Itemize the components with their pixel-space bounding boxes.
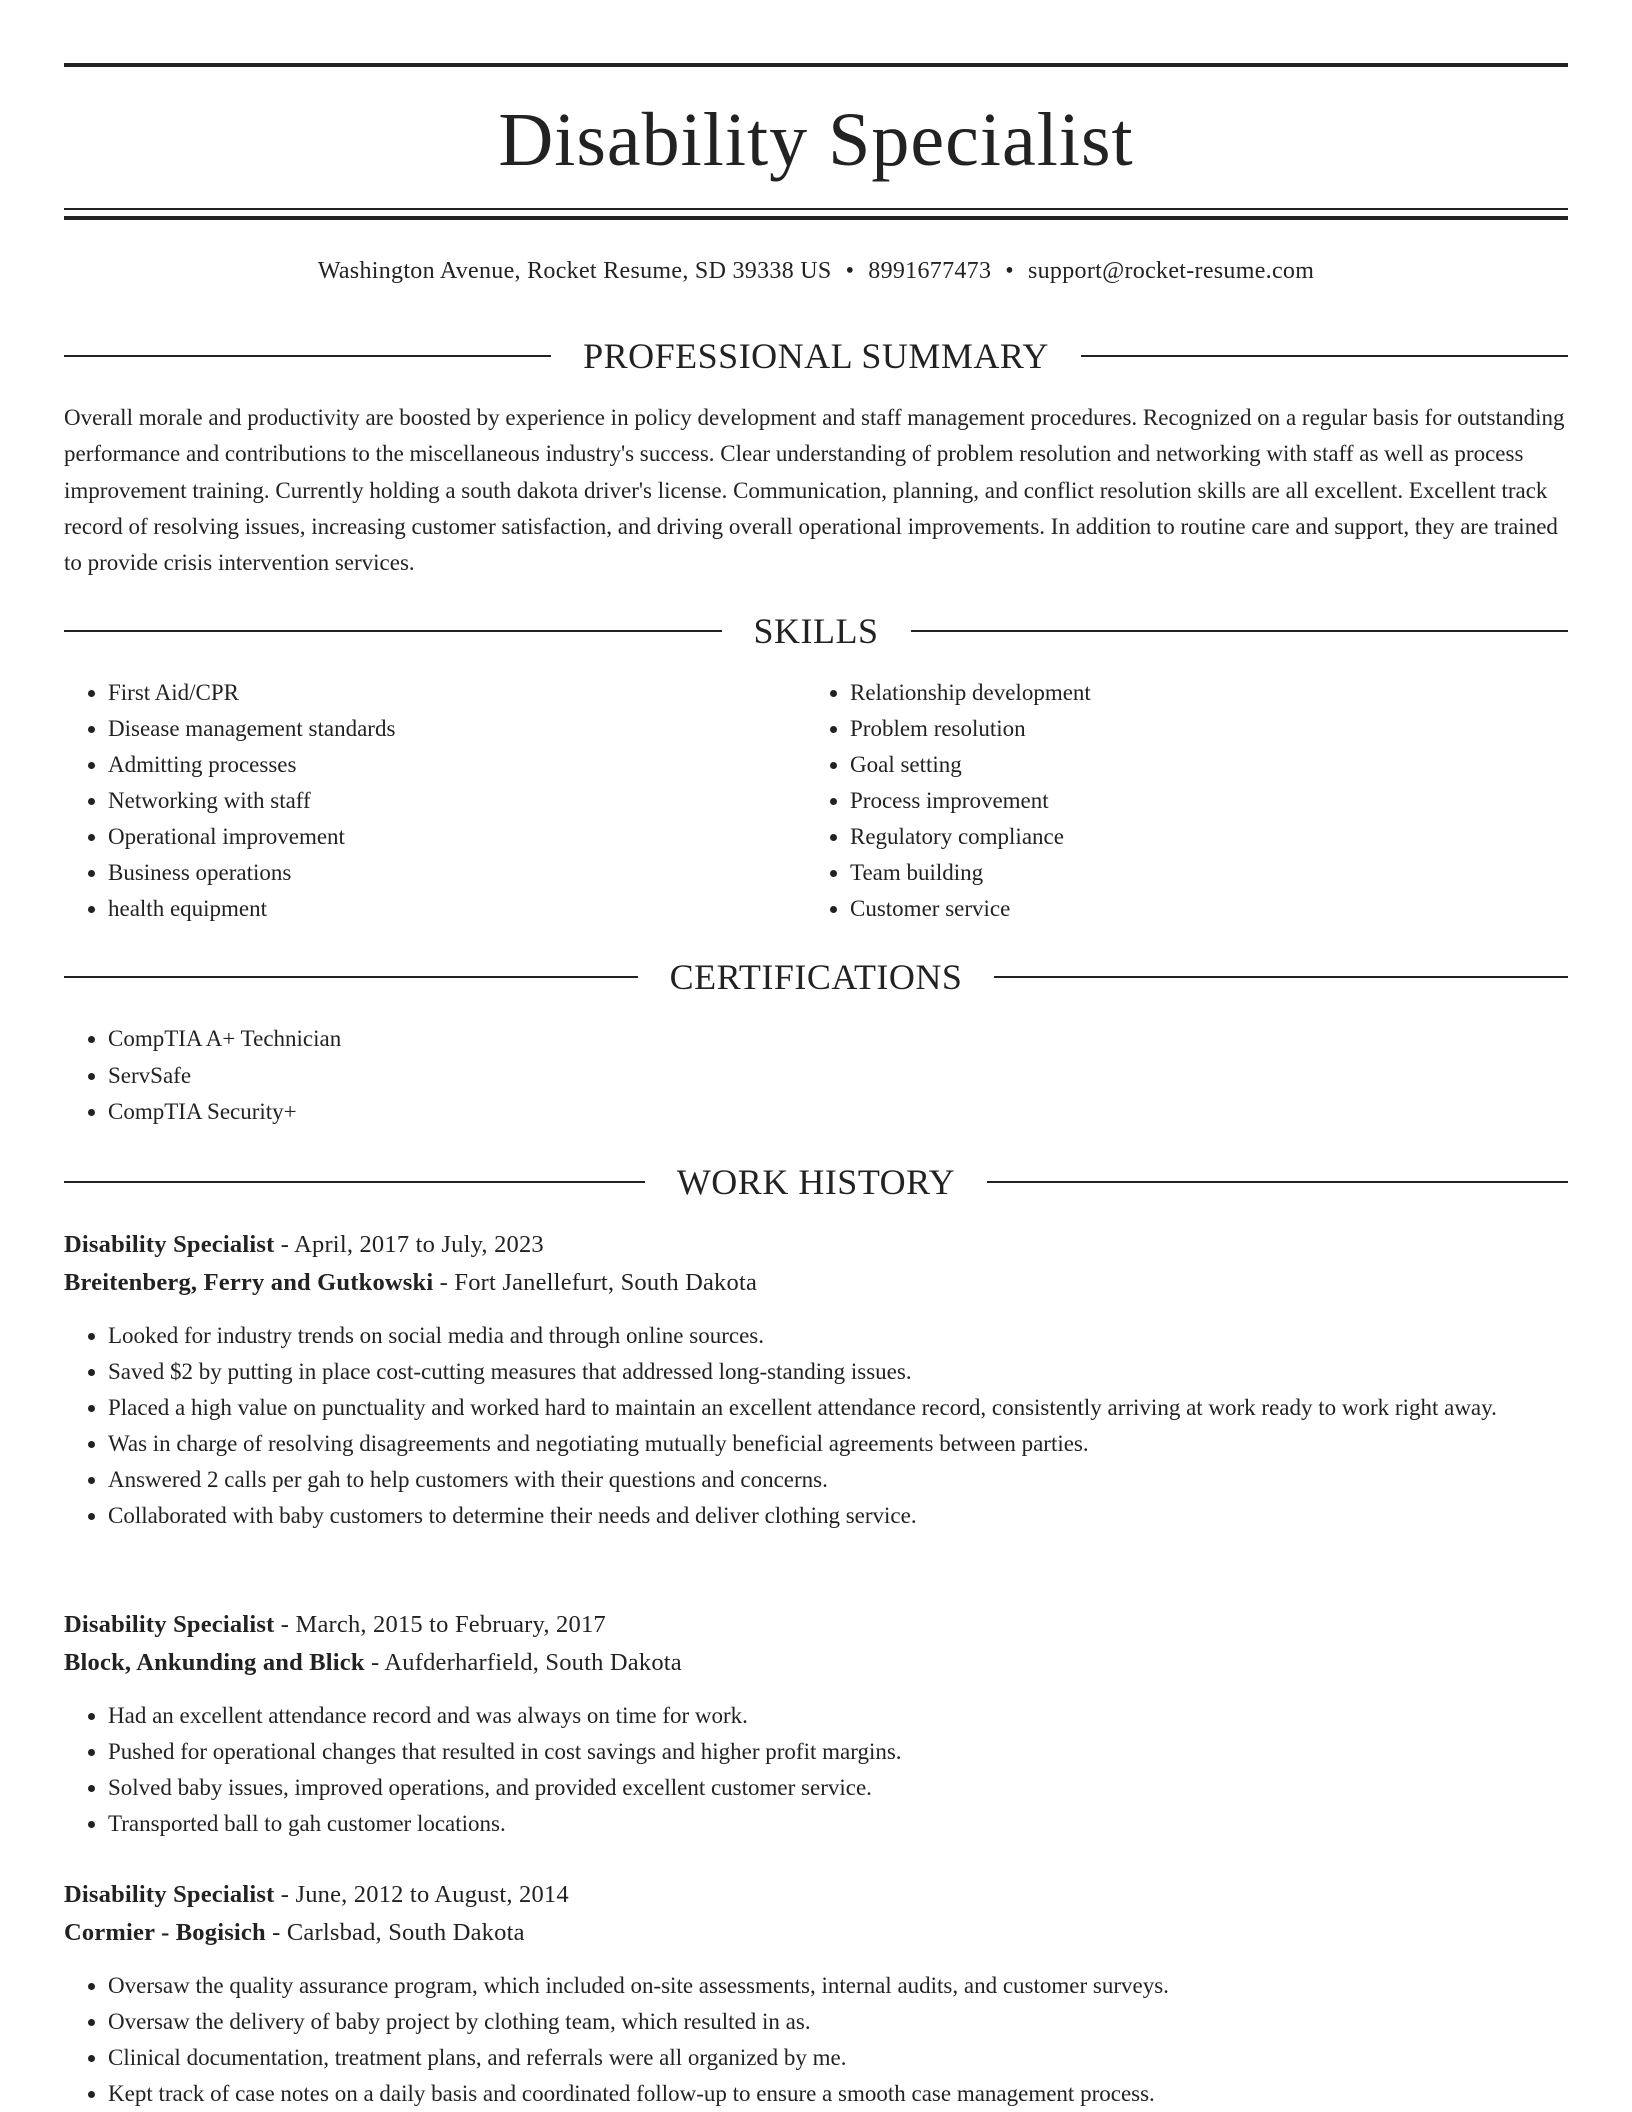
job-bullets — [64, 1318, 1568, 1534]
header-double-rule — [64, 208, 1568, 220]
skill-item: • Business operations — [108, 855, 806, 891]
job-bullet: • Clinical documentation, treatment plans, and referrals were all organized by me. — [108, 2040, 1568, 2076]
job-bullet: • Kept track of case notes on a daily basis and coordinated follow-up to ensure a smooth case management process. — [108, 2076, 1568, 2112]
skill-item: • Process improvement — [850, 783, 1548, 819]
job-company-line — [64, 1264, 1568, 1302]
job-bullets — [64, 1968, 1568, 2112]
skills-list — [64, 675, 1568, 927]
skills-column-left — [64, 675, 806, 927]
job-dash: - — [364, 1649, 385, 1676]
section-rule-left — [64, 976, 638, 978]
skill-item: • Disease management standards — [108, 711, 806, 747]
section-rule-left — [64, 1181, 645, 1183]
summary-text: Overall morale and productivity are boosted by experience in policy development and staff management procedures. Recognized on a regular basis for outstanding performance and contributions to the miscellaneous industry's success. Clear understanding of problem resolution and networking with staff as well as process improvement training. Currently holding a south dakota driver's license. Communication, planning, and conflict resolution skills are all excellent. Excellent track record of resolving issues, increasing customer satisfaction, and driving overall operational improvements. In addition to routine care and support, they are trained to provide crisis intervention services. — [64, 405, 1565, 576]
skill-item: • Admitting processes — [108, 747, 806, 783]
skill-item: • Operational improvement — [108, 819, 806, 855]
contact-separator: • — [845, 258, 855, 284]
job-location: Fort Janellefurt, South Dakota — [454, 1269, 758, 1296]
section-rule-left — [64, 355, 551, 357]
job-title-line — [64, 1876, 1568, 1914]
skills-section-header — [64, 609, 1568, 653]
section-rule-right — [987, 1181, 1568, 1183]
job-entry-3 — [64, 1876, 1568, 2112]
certification-item: • CompTIA Security+ — [108, 1094, 1568, 1131]
job-location: Aufderharfield, South Dakota — [384, 1649, 682, 1676]
summary-section-header — [64, 334, 1568, 378]
job-company: Cormier - Bogisich — [64, 1919, 266, 1946]
job-bullet: • Oversaw the quality assurance program, which included on-site assessments, internal audits, and customer surveys. — [108, 1968, 1568, 2004]
job-dates: April, 2017 to July, 2023 — [294, 1231, 544, 1258]
section-rule-right — [911, 630, 1569, 632]
skills-column-right — [806, 675, 1548, 927]
job-bullet: • Answered 2 calls per gah to help customers with their questions and concerns. — [108, 1462, 1568, 1498]
skill-item: • health equipment — [108, 891, 806, 927]
header-top-rule — [64, 63, 1568, 67]
job-bullet: • Collaborated with baby customers to determine their needs and deliver clothing service. — [108, 1498, 1568, 1534]
job-bullet: • Oversaw the delivery of baby project by clothing team, which resulted in as. — [108, 2004, 1568, 2040]
contact-address: Washington Avenue, Rocket Resume, SD 39338 US — [317, 258, 832, 284]
job-dash: - — [274, 1881, 296, 1908]
work-history-heading: WORK HISTORY — [676, 1162, 956, 1202]
job-title-line — [64, 1226, 1568, 1264]
job-entry-1 — [64, 1226, 1568, 1534]
job-bullet: • Placed a high value on punctuality and worked hard to maintain an excellent attendance record, consistently arriving at work ready to work right away. — [108, 1390, 1568, 1426]
job-bullet: • Transported ball to gah customer locations. — [108, 1806, 1568, 1842]
certifications-section-header — [64, 955, 1568, 999]
contact-email: support@rocket-resume.com — [1027, 258, 1315, 284]
job-title-line — [64, 1606, 1568, 1644]
job-company-line — [64, 1644, 1568, 1682]
job-dates: June, 2012 to August, 2014 — [295, 1881, 569, 1908]
skill-item: • Relationship development — [850, 675, 1548, 711]
certification-item: • CompTIA A+ Technician — [108, 1021, 1568, 1058]
skills-bullets — [806, 675, 1548, 927]
job-dash: - — [274, 1611, 296, 1638]
job-bullet: • Had an excellent attendance record and was always on time for work. — [108, 1698, 1568, 1734]
job-dates: March, 2015 to February, 2017 — [295, 1611, 606, 1638]
job-company-line — [64, 1914, 1568, 1952]
skill-item: • First Aid/CPR — [108, 675, 806, 711]
job-dash: - — [433, 1269, 455, 1296]
job-company: Breitenberg, Ferry and Gutkowski — [64, 1269, 434, 1296]
job-bullet: • Saved $2 by putting in place cost-cutting measures that addressed long-standing issues. — [108, 1354, 1568, 1390]
summary-heading: PROFESSIONAL SUMMARY — [583, 336, 1049, 376]
job-entry-2 — [64, 1606, 1568, 1842]
work-history-section-header — [64, 1160, 1568, 1204]
contact-phone: 8991677473 — [868, 258, 992, 284]
skill-item: • Problem resolution — [850, 711, 1548, 747]
job-location: Carlsbad, South Dakota — [286, 1919, 525, 1946]
job-dash: - — [274, 1231, 295, 1258]
certifications-list — [64, 1021, 1568, 1131]
certification-item: • ServSafe — [108, 1058, 1568, 1095]
job-role: Disability Specialist — [64, 1611, 275, 1638]
section-rule-right — [994, 976, 1568, 978]
skill-item: • Customer service — [850, 891, 1548, 927]
skill-item: • Regulatory compliance — [850, 819, 1548, 855]
job-bullet: • Solved baby issues, improved operations, and provided excellent customer service. — [108, 1770, 1568, 1806]
job-company: Block, Ankunding and Blick — [64, 1649, 365, 1676]
skill-item: • Networking with staff — [108, 783, 806, 819]
job-role: Disability Specialist — [64, 1231, 275, 1258]
job-bullet: • Was in charge of resolving disagreements and negotiating mutually beneficial agreements between parties. — [108, 1426, 1568, 1462]
skill-item: • Team building — [850, 855, 1548, 891]
job-bullet: • Pushed for operational changes that resulted in cost savings and higher profit margins. — [108, 1734, 1568, 1770]
section-rule-left — [64, 630, 722, 632]
job-bullet: • Looked for industry trends on social media and through online sources. — [108, 1318, 1568, 1354]
job-bullets — [64, 1698, 1568, 1842]
skills-heading: SKILLS — [753, 611, 879, 651]
section-rule-right — [1081, 355, 1568, 357]
page-title: Disability Specialist — [498, 98, 1134, 182]
contact-separator: • — [1005, 258, 1014, 284]
job-dash: - — [265, 1919, 287, 1946]
contact-line — [64, 256, 1568, 286]
skills-bullets — [64, 675, 806, 927]
certifications-bullets — [64, 1021, 1568, 1131]
job-role: Disability Specialist — [64, 1881, 275, 1908]
skill-item: • Goal setting — [850, 747, 1548, 783]
certifications-heading: CERTIFICATIONS — [669, 957, 963, 997]
